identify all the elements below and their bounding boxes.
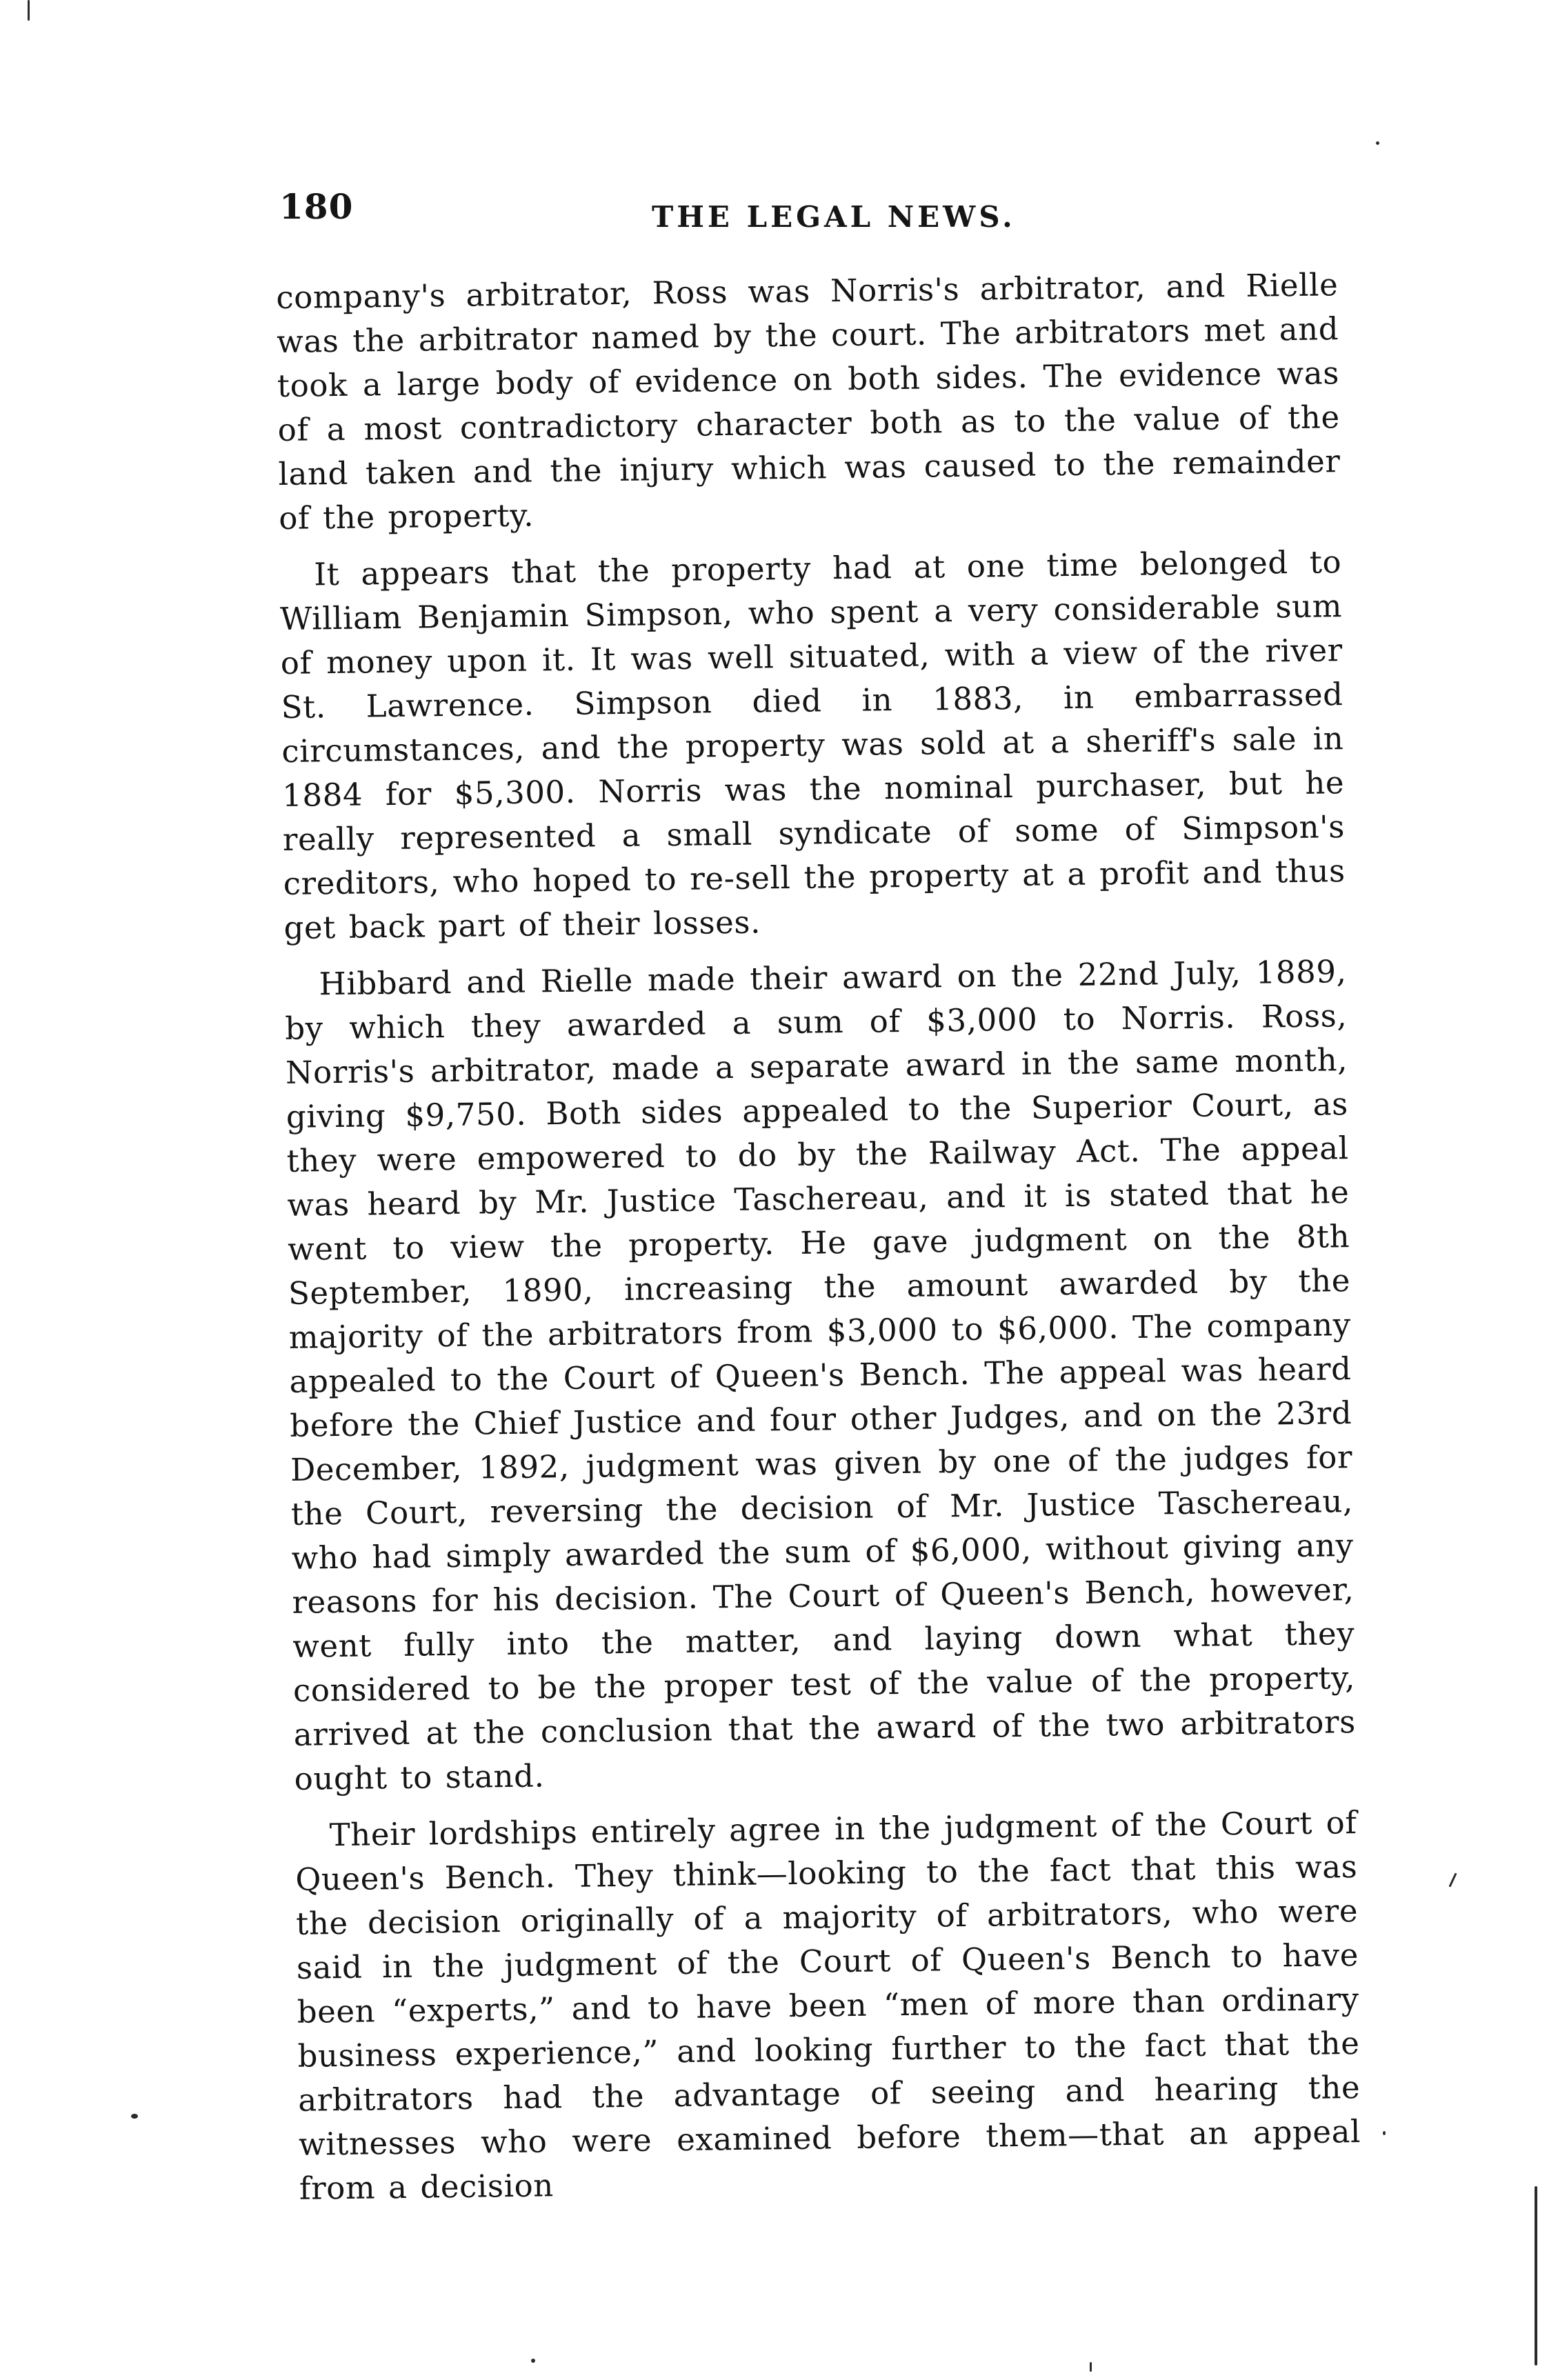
page-edge-mark (1535, 2186, 1537, 2366)
paragraph-2: It appears that the property had at one time belonged to William Benjamin Simpson, who spent a very considerable sum of money upon it. It was well situated, with a view of the river St. Lawrence. Simpson died in 1883, in embarrassed circumstances, and the property was sold at a sheriff's sale in 1884 for $5,300. Norris was the nominal purchaser, but he really represented a small syndicate of some of Simpson's creditors, who hoped to re-sell the property at a profit and thus get back part of their losses. (279, 543, 1346, 946)
scan-speck (531, 2359, 535, 2363)
scan-speck (1448, 1872, 1457, 1887)
paragraph-1: company's arbitrator, Ross was Norris's arbitrator, and Rielle was the arbitrator named by the court. The arbitrators met and took a large body of evidence on both sides. The evidence was of a most contradictory character both as to the value of the land taken and the injury which was caused to the remainder of the property. (276, 266, 1341, 537)
scan-speck (1090, 2362, 1092, 2372)
scan-speck (28, 0, 30, 21)
body-text (276, 263, 1361, 2223)
page-number: 180 (279, 186, 354, 227)
scan-speck (1376, 141, 1379, 145)
page-header (279, 186, 1328, 248)
scan-speck (131, 2114, 138, 2119)
paragraph-4: Their lordships entirely agree in the judgment of the Court of Queen's Bench. They think—looking to the fact that this was the decision originally of a majority of arbitrators, who were said in the judgment of the Court of Queen's Bench to have been “experts,” and to have been “men of more than ordinary business experience,” and looking further to the fact that the arbitrators had the advantage of seeing and hearing the witnesses who were examined before them—that an appeal from a decision (295, 1804, 1361, 2207)
scan-speck (1383, 2131, 1386, 2135)
running-title: THE LEGAL NEWS. (652, 200, 1016, 234)
paragraph-3: Hibbard and Rielle made their award on the 22nd July, 1889, by which they awarded a sum of $3,000 to Norris. Ross, Norris's arbitrator, made a separate award in the same month, giving $9,750. Both sides appealed to the Superior Court, as they were empowered to do by the Railway Act. The appeal was heard by Mr. Justice Taschereau, and it is stated that he went to view the property. He gave judgment on the 8th September, 1890, increasing the amount awarded by the majority of the arbitrators from $3,000 to $6,000. The company appealed to the Court of Queen's Bench. The appeal was heard before the Chief Justice and four other Judges, and on the 23rd December, 1892, judgment was given by one of the judges for the Court, reversing the decision of Mr. Justice Taschereau, who had simply awarded the sum of $6,000, without giving any reasons for his decision. The Court of Queen's Bench, however, went fully into the matter, and laying down what they considered to be the proper test of the value of the property, arrived at the conclusion that the award of the two arbitrators ought to stand. (285, 953, 1357, 1797)
